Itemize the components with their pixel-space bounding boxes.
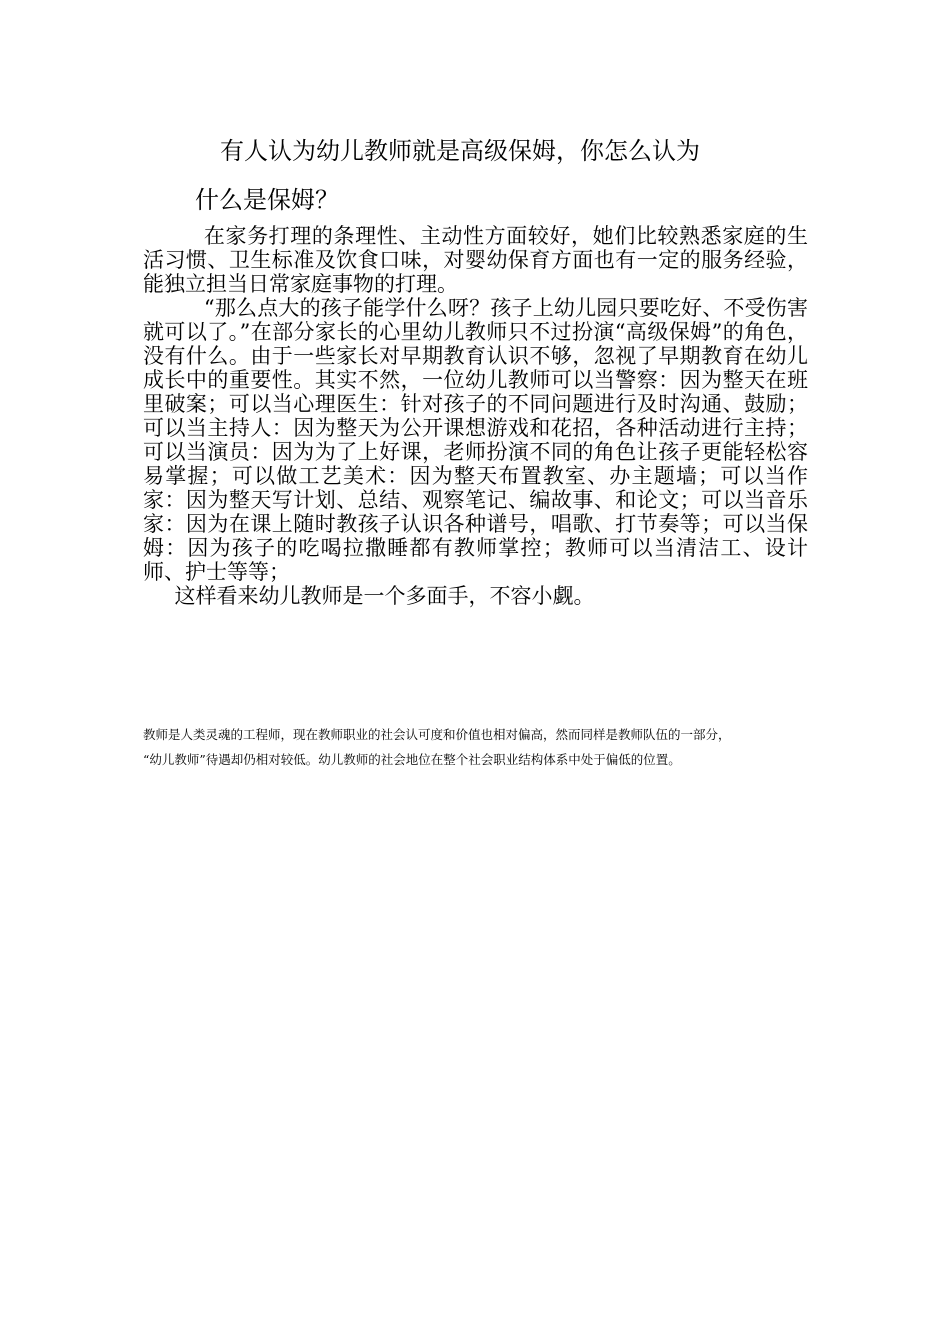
note-text xyxy=(143,722,813,772)
body-text xyxy=(143,224,808,608)
paragraph-3: 这样看来幼儿教师是一个多面手，不容小觑。 xyxy=(174,584,595,608)
paragraph-1: 在家务打理的条理性、主动性方面较好，她们比较熟悉家庭的生活习惯、卫生标准及饮食口味，对婴幼保育方面也有一定的服务经验，能独立担当日常家庭事物的打理。 xyxy=(143,224,808,296)
note-line-1: 教师是人类灵魂的工程师，现在教师职业的社会认可度和价值也相对偏高，然而同样是教师队伍的一部分， xyxy=(143,727,731,742)
paragraph-2: “那么点大的孩子能学什么呀？孩子上幼儿园只要吃好、不受伤害就可以了。”在部分家长的心里幼儿教师只不过扮演“高级保姆”的角色，没有什么。由于一些家长对早期教育认识不够，忽视了早期教育在幼儿成长中的重要性。其实不然，一位幼儿教师可以当警察：因为整天在班里破案；可以当心理医生：针对孩子的不同问题进行及时沟通、鼓励；可以当主持人：因为整天为公开课想游戏和花招，各种活动进行主持；可以当演员：因为为了上好课，老师扮演不同的角色让孩子更能轻松容易掌握；可以做工艺美术：因为整天布置教室、办主题墙；可以当作家：因为整天写计划、总结、观察笔记、编故事、和论文；可以当音乐家：因为在课上随时教孩子认识各种谱号，唱歌、打节奏等；可以当保姆：因为孩子的吃喝拉撒睡都有教师掌控；教师可以当清洁工、设计师、护士等等； xyxy=(143,296,808,584)
document-title-line-1: 有人认为幼儿教师就是高级保姆，你怎么认为 xyxy=(220,137,700,165)
document-title-line-2: 什么是保姆？ xyxy=(195,186,339,214)
note-line-2: “幼儿教师”待遇却仍相对较低。幼儿教师的社会地位在整个社会职业结构体系中处于偏低的位置。 xyxy=(143,752,681,767)
